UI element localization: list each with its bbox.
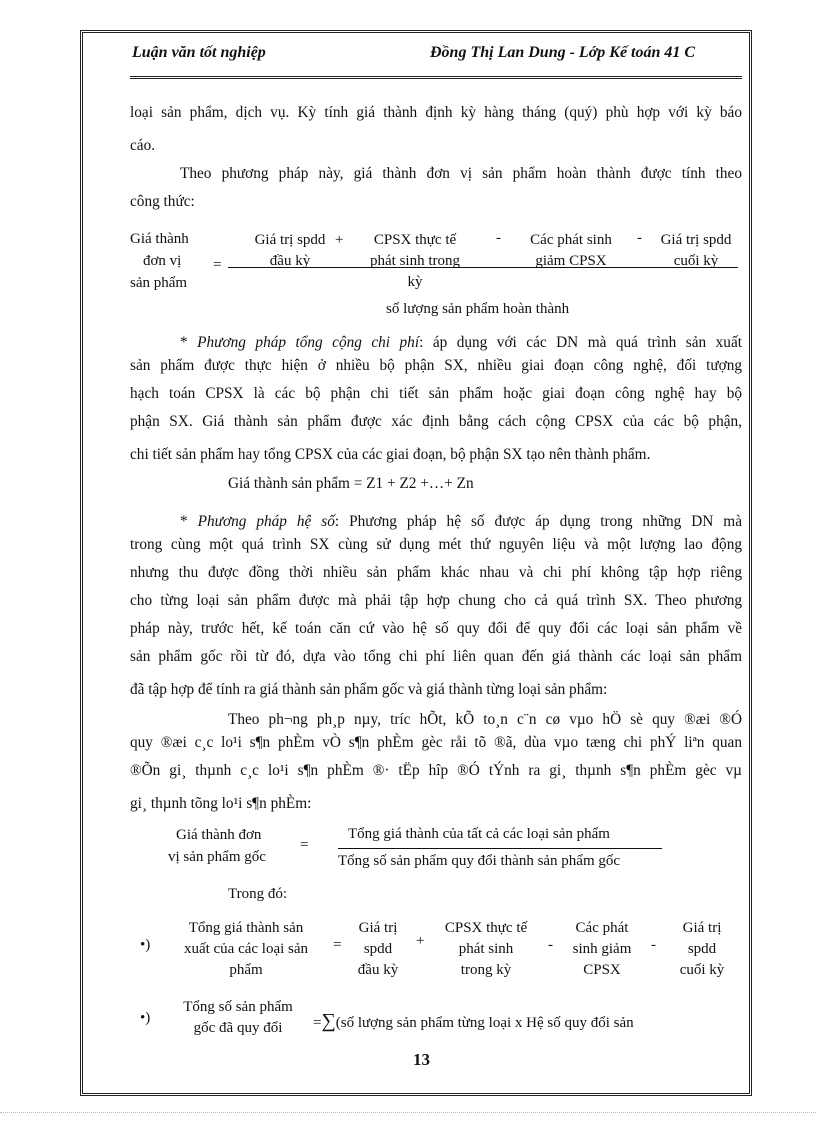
f4-term-b: CPSX thực tế phát sinh trong kỳ [444,920,528,978]
f4-minus1: - [548,937,553,953]
p2-line1: Theo phương pháp này, giá thành đơn vị sản phẩm hoàn thành được tính theo [180,165,742,182]
f4-term-d: Giá trị spdd cuối kỳ [679,920,725,978]
p3-line3: hạch toán CPSX là các bộ phận chi tiết sản phẩm hoặc giai đoạn công nghệ hay bộ [130,385,742,402]
f1-term2: CPSX thực tế phát sinh trong kỳ [370,232,460,290]
p4-line1: * Phương pháp hệ số: Phương pháp hệ số được áp dụng trong những DN mà [180,513,742,530]
f4-term-a: Giá trị spdd đầu kỳ [357,920,399,978]
f3-numerator: Tổng giá thành của tất cả các loại sản phẩm [348,826,610,842]
method-title-coefficient: Phương pháp hệ số [197,513,335,530]
f1-denominator: số lượng sản phẩm hoàn thành [386,301,570,317]
p4-line4: cho từng loại sản phẩm được mà phải tập hợp chung cho cả quá trình SX. Theo phương [130,592,742,609]
p3-line1: * Phương pháp tổng cộng chi phí: áp dụng với các DN mà quá trình sản xuất [180,334,742,351]
p4-line5: pháp này, trước hết, kế toán căn cứ vào hệ số quy đổi để quy đổi các loại sản phẩm về [130,620,742,637]
f5-bullet: •) [140,1010,151,1026]
p5-line4: gi¸ thµnh tõng lo¹i s¶n phÈm: [130,795,312,812]
f4-minus2: - [651,937,656,953]
header-right: Đồng Thị Lan Dung - Lớp Kế toán 41 C [430,44,696,61]
f1-minus1: - [496,230,501,246]
f4-lhs: Tổng giá thành sản xuất của các loại sản phẩm [183,920,309,978]
p2-line2: công thức: [130,193,195,210]
where-label: Trong đó: [228,886,288,902]
f1-plus: + [335,232,344,248]
f4-equals: = [333,937,342,953]
p1-line1: loại sản phẩm, dịch vụ. Kỳ tính giá thành định kỳ hàng tháng (quý) phù hợp với kỳ báo [130,104,742,121]
p4-line6: sản phẩm gốc rồi từ đó, dựa vào tổng chi phí liên quan đến giá thành các loại sản phẩm [130,648,742,665]
p5-line2: quy ®æi c¸c lo¹i s¶n phÈm vÒ s¶n phÈm gèc råi tõ ®ã, dùa vµo tæng chi phÝ liªn quan [130,734,742,751]
page-bottom-rule [0,1112,816,1113]
f4-term-c: Các phát sinh giảm CPSX [572,920,632,978]
sigma-symbol: ∑ [321,1010,336,1032]
p4-line7: đã tập hợp để tính ra giá thành sản phẩm gốc và giá thành từng loại sản phẩm: [130,681,608,698]
formula-total-cost: Giá thành sản phẩm = Z1 + Z2 +…+ Zn [228,475,474,492]
p4-line3: nhưng thu được đồng thời nhiều sản phẩm khác nhau và chi phí không tập hợp riêng [130,564,742,581]
method-title-total-cost: Phương pháp tổng cộng chi phí [197,334,420,351]
f1-lhs-line3: sản phẩm [130,275,188,291]
p3-line2: sản phẩm được thực hiện ở nhiều bộ phận SX, nhiều giai đoạn công nghệ, đối tượng [130,357,742,374]
header-left: Luận văn tốt nghiệp [132,44,266,61]
p1-line2: cáo. [130,137,156,154]
page-number: 13 [413,1050,430,1069]
f1-lhs-line1: Giá thành [130,231,189,247]
f4-plus: + [416,933,425,949]
p5-line1: Theo ph¬ng ph¸p nµy, tríc hÕt, kÕ to¸n c¨n cø vµo hÖ sè quy ®æi ®Ó [228,711,742,728]
f1-term1: Giá trị spdd đầu kỳ [254,232,326,269]
f1-lhs-line2: đơn vị [143,253,182,269]
f3-fraction-bar [338,848,662,849]
f1-minus2: - [637,230,642,246]
f1-equals: = [213,257,222,273]
f3-equals: = [300,837,309,853]
p3-line4: phận SX. Giá thành sản phẩm được xác định bằng cách cộng CPSX của các bộ phận, [130,413,742,430]
f3-denominator: Tổng số sản phẩm quy đổi thành sản phẩm gốc [338,853,621,869]
f3-lhs-line1: Giá thành đơn [176,827,262,843]
p3-line5: chi tiết sản phẩm hay tổng CPSX của các giai đoạn, bộ phận SX tạo nên thành phẩm. [130,446,651,463]
f4-bullet: •) [140,937,151,953]
header-rule [130,76,742,79]
f1-term4: Giá trị spdd cuối kỳ [660,232,732,269]
f3-lhs-line2: vị sản phẩm gốc [168,849,266,865]
p4-line2: trong cùng một quá trình SX cùng sử dụng mét thứ nguyên liệu và một lượng lao động [130,536,742,553]
f5-lhs: Tổng số sản phẩm gốc đã quy đổi [183,999,293,1036]
f1-term3: Các phát sinh giảm CPSX [530,232,612,269]
p5-line3: ®Õn gi¸ thµnh c¸c lo¹i s¶n phÈm ®· tËp hîp ®Ó tÝnh ra gi¸ thµnh s¶n phÈm gèc vµ [130,762,742,779]
f5-rhs: =∑(số lượng sản phẩm từng loại x Hệ số quy đổi sản [313,1010,634,1032]
